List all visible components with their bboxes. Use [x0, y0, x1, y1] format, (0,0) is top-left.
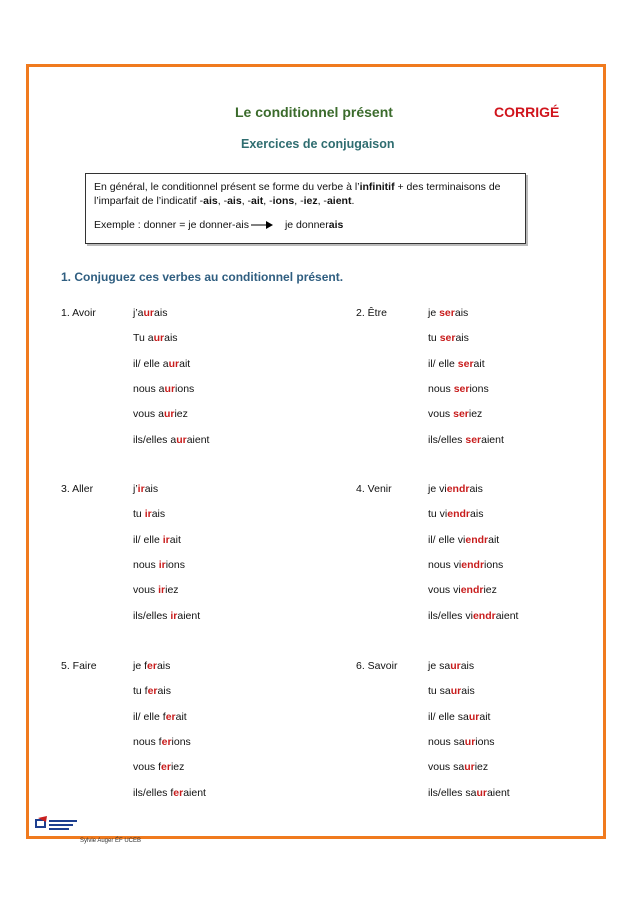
conjugation-form: je serais	[428, 307, 469, 319]
verb-label: 4. Venir	[356, 483, 392, 495]
verb-label: 3. Aller	[61, 483, 94, 495]
conjugation-form: il/ elle ferait	[133, 710, 187, 723]
conjugation-form: tu irais	[133, 508, 166, 521]
conjugation-form: ils/elles feraient	[133, 786, 206, 799]
conjugation-form: nous serions	[428, 382, 489, 395]
rule-example: Exemple : donner = je donner-ais je donnerais	[94, 219, 344, 231]
status-label: CORRIGÉ	[494, 104, 560, 120]
conjugation-form: je viendrais	[428, 483, 483, 495]
conjugation-form: nous viendrions	[428, 558, 504, 571]
conjugation-form: vous feriez	[133, 761, 185, 774]
conjugation-form: vous viendriez	[428, 584, 497, 597]
school-logo	[34, 816, 80, 834]
verb-label: 1. Avoir	[61, 307, 96, 319]
conjugation-form: ils/elles viendraient	[428, 609, 519, 622]
conjugation-form: vous iriez	[133, 584, 179, 597]
verb-label: 2. Être	[356, 307, 387, 319]
rule-line-2: l’imparfait de l’indicatif -ais, -ais, -ait, -ions, -iez, -aient.	[94, 195, 355, 207]
conjugation-form: vous auriez	[133, 408, 188, 421]
page-subtitle: Exercices de conjugaison	[241, 137, 395, 151]
conjugation-form: tu viendrais	[428, 508, 484, 521]
conjugation-form: je ferais	[133, 660, 171, 672]
conjugation-form: nous ferions	[133, 735, 191, 748]
conjugation-form: tu ferais	[133, 685, 171, 698]
page-title: Le conditionnel présent	[235, 104, 393, 120]
conjugation-form: tu serais	[428, 332, 469, 345]
conjugation-form: ils/elles sauraient	[428, 786, 510, 799]
conjugation-form: ils/elles auraient	[133, 433, 210, 446]
conjugation-form: j’irais	[133, 483, 159, 495]
section-title: 1. Conjuguez ces verbes au conditionnel présent.	[61, 270, 344, 284]
conjugation-form: il/ elle irait	[133, 533, 181, 546]
conjugation-form: vous sauriez	[428, 761, 489, 774]
conjugation-form: il/ elle serait	[428, 357, 485, 370]
verb-label: 5. Faire	[61, 660, 97, 672]
conjugation-form: ils/elles seraient	[428, 433, 504, 446]
conjugation-form: vous seriez	[428, 408, 483, 421]
conjugation-form: j’aurais	[133, 307, 168, 319]
conjugation-form: nous saurions	[428, 735, 495, 748]
footer-author: Sylvie Auger ÉF UCEB	[80, 838, 142, 844]
arrow-right-icon	[251, 221, 273, 229]
conjugation-form: ils/elles iraient	[133, 609, 201, 622]
rule-line-1: En général, le conditionnel présent se forme du verbe à l’infinitif + des terminaisons de	[94, 181, 501, 193]
conjugation-form: nous irions	[133, 558, 185, 571]
conjugation-form: nous aurions	[133, 382, 195, 395]
conjugation-form: il/ elle aurait	[133, 357, 191, 370]
conjugation-form: Tu aurais	[133, 332, 178, 345]
conjugation-form: je saurais	[428, 660, 475, 672]
conjugation-form: tu saurais	[428, 685, 475, 698]
conjugation-form: il/ elle viendrait	[428, 533, 500, 546]
verb-label: 6. Savoir	[356, 660, 398, 672]
rule-box	[85, 173, 526, 244]
conjugation-form: il/ elle saurait	[428, 710, 491, 723]
